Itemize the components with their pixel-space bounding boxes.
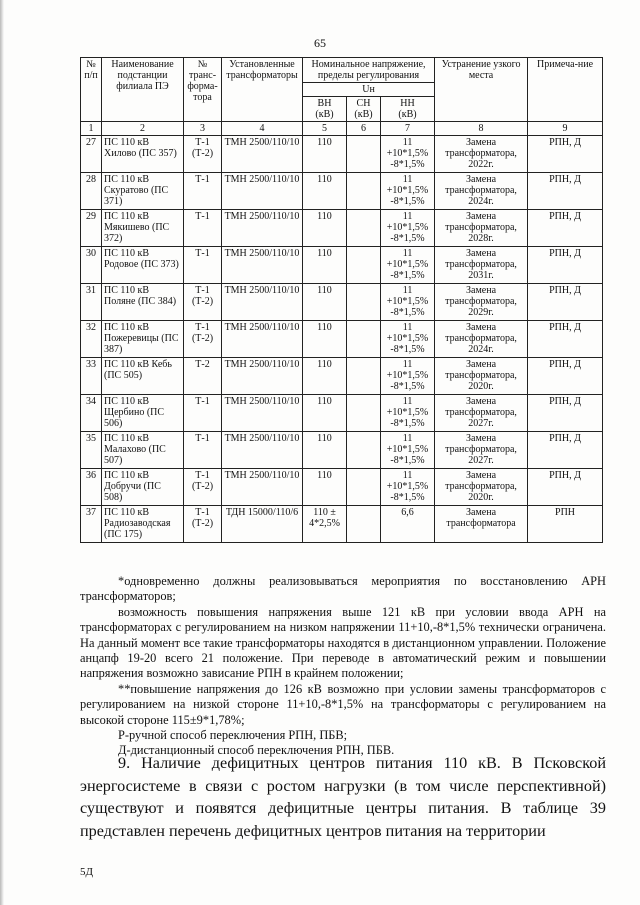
row-number: 29 <box>81 210 102 247</box>
installed-transformer: ТДН 15000/110/6 <box>222 506 303 543</box>
row-note: РПН, Д <box>528 173 603 210</box>
installed-transformer: ТМН 2500/110/10 <box>222 321 303 358</box>
substation-name: ПС 110 кВ Щербино (ПС 506) <box>102 395 184 432</box>
voltage-nn: 11 +10*1,5% -8*1,5% <box>381 136 435 173</box>
table-row <box>81 247 603 284</box>
row-number: 35 <box>81 432 102 469</box>
header-name: Наименование подстанции филиала ПЭ <box>102 58 184 122</box>
voltage-sn <box>347 173 381 210</box>
row-number: 33 <box>81 358 102 395</box>
row-number: 34 <box>81 395 102 432</box>
voltage-vn: 110 <box>303 358 347 395</box>
voltage-vn: 110 <box>303 136 347 173</box>
note-line: возможность повышения напряжения выше 121 кВ при условии ввода АРН на трансформаторах с регулированием на низком напряжении 11+10,-8*1,5% технически ограничена. На данный момент все такие трансформаторы находятся в дистанционном управлении. Положение анцапф 19-20 всего 21 положение. При переводе в автоматический режим и повышении напряжения возможно зависание РПН в крайнем положении; <box>80 604 606 681</box>
installed-transformer: ТМН 2500/110/10 <box>222 395 303 432</box>
substation-name: ПС 110 кВ Радиозаводская (ПС 175) <box>102 506 184 543</box>
header-un: Uн <box>303 83 435 97</box>
installed-transformer: ТМН 2500/110/10 <box>222 432 303 469</box>
row-note: РПН, Д <box>528 395 603 432</box>
note-line: *одновременно должны реализовываться мероприятия по восстановлению АРН трансформаторов; <box>80 574 606 604</box>
transformer-number: Т-1 <box>184 247 222 284</box>
voltage-nn: 11 +10*1,5% -8*1,5% <box>381 247 435 284</box>
transformer-number: Т-1 <box>184 210 222 247</box>
substation-name: ПС 110 кВ Скуратово (ПС 371) <box>102 173 184 210</box>
bottleneck-fix: Замена трансформатора, 2022г. <box>435 136 528 173</box>
installed-transformer: ТМН 2500/110/10 <box>222 284 303 321</box>
row-number: 31 <box>81 284 102 321</box>
note-line: Р-ручной способ переключения РПН, ПБВ; <box>118 728 348 743</box>
voltage-nn: 6,6 <box>381 506 435 543</box>
voltage-vn: 110 <box>303 321 347 358</box>
voltage-sn <box>347 432 381 469</box>
transformer-number: Т-1 (Т-2) <box>184 469 222 506</box>
transformer-number: Т-1 (Т-2) <box>184 321 222 358</box>
row-note: РПН, Д <box>528 469 603 506</box>
table-row <box>81 173 603 210</box>
table-row <box>81 321 603 358</box>
row-number: 36 <box>81 469 102 506</box>
column-number: 1 <box>81 122 102 136</box>
installed-transformer: ТМН 2500/110/10 <box>222 136 303 173</box>
row-note: РПН, Д <box>528 210 603 247</box>
column-number: 5 <box>303 122 347 136</box>
voltage-sn <box>347 284 381 321</box>
table-row <box>81 432 603 469</box>
column-number: 4 <box>222 122 303 136</box>
row-note: РПН, Д <box>528 358 603 395</box>
column-number: 6 <box>347 122 381 136</box>
bottleneck-fix: Замена трансформатора, 2020г. <box>435 469 528 506</box>
voltage-sn <box>347 469 381 506</box>
row-note: РПН, Д <box>528 432 603 469</box>
voltage-nn: 11 +10*1,5% -8*1,5% <box>381 469 435 506</box>
voltage-nn: 11 +10*1,5% -8*1,5% <box>381 358 435 395</box>
header-vn: ВН (кВ) <box>303 97 347 122</box>
installed-transformer: ТМН 2500/110/10 <box>222 173 303 210</box>
table-row <box>81 210 603 247</box>
voltage-nn: 11 +10*1,5% -8*1,5% <box>381 173 435 210</box>
note-line: Д-дистанционный способ переключения РПН, ПБВ. <box>118 743 395 758</box>
body-text <box>80 752 606 842</box>
row-note: РПН <box>528 506 603 543</box>
table-row <box>81 395 603 432</box>
column-number: 8 <box>435 122 528 136</box>
column-number-row <box>81 122 603 136</box>
bottleneck-fix: Замена трансформатора, 2028г. <box>435 210 528 247</box>
column-number: 9 <box>528 122 603 136</box>
header-note: Примеча-ние <box>528 58 603 122</box>
voltage-sn <box>347 247 381 284</box>
footer-mark: 5Д <box>80 866 94 878</box>
transformer-number: Т-1 (Т-2) <box>184 284 222 321</box>
substation-name: ПС 110 кВ Мякишево (ПС 372) <box>102 210 184 247</box>
voltage-vn: 110 <box>303 210 347 247</box>
installed-transformer: ТМН 2500/110/10 <box>222 469 303 506</box>
installed-transformer: ТМН 2500/110/10 <box>222 247 303 284</box>
table-notes <box>80 574 606 759</box>
voltage-nn: 11 +10*1,5% -8*1,5% <box>381 395 435 432</box>
header-sn: СН (кВ) <box>347 97 381 122</box>
note-line: **повышение напряжения до 126 кВ возможно при условии замены трансформаторов с регулированием на низкой стороне 11+10,-8*1,5% на трансформаторы с регулированием на высокой стороне 115±9*1,78%; <box>80 681 606 727</box>
bottleneck-fix: Замена трансформатора, 2020г. <box>435 358 528 395</box>
transformer-number: Т-1 (Т-2) <box>184 136 222 173</box>
voltage-sn <box>347 210 381 247</box>
voltage-sn <box>347 136 381 173</box>
header-bottleneck: Устранение узкого места <box>435 58 528 122</box>
voltage-vn: 110 <box>303 432 347 469</box>
voltage-nn: 11 +10*1,5% -8*1,5% <box>381 321 435 358</box>
bottleneck-fix: Замена трансформатора, 2029г. <box>435 284 528 321</box>
transformer-number: Т-1 (Т-2) <box>184 506 222 543</box>
page-number: 65 <box>314 36 326 50</box>
substation-name: ПС 110 кВ Родовое (ПС 373) <box>102 247 184 284</box>
transformer-number: Т-1 <box>184 173 222 210</box>
table-row <box>81 358 603 395</box>
voltage-vn: 110 <box>303 395 347 432</box>
transformer-number: Т-2 <box>184 358 222 395</box>
row-number: 37 <box>81 506 102 543</box>
substation-name: ПС 110 кВ Хилово (ПС 357) <box>102 136 184 173</box>
bottleneck-fix: Замена трансформатора <box>435 506 528 543</box>
bottleneck-fix: Замена трансформатора, 2027г. <box>435 432 528 469</box>
bottleneck-fix: Замена трансформатора, 2031г. <box>435 247 528 284</box>
table-row <box>81 136 603 173</box>
installed-transformer: ТМН 2500/110/10 <box>222 358 303 395</box>
row-note: РПН, Д <box>528 321 603 358</box>
voltage-vn: 110 <box>303 247 347 284</box>
bottleneck-fix: Замена трансформатора, 2027г. <box>435 395 528 432</box>
bottleneck-fix: Замена трансформатора, 2024г. <box>435 173 528 210</box>
header-voltage-group: Номинальное напряжение, пределы регулирования <box>303 58 435 83</box>
row-note: РПН, Д <box>528 136 603 173</box>
row-number: 28 <box>81 173 102 210</box>
header-transformer: № транс-форма-тора <box>184 58 222 122</box>
voltage-vn: 110 <box>303 469 347 506</box>
table-row <box>81 506 603 543</box>
substation-table <box>80 57 603 543</box>
voltage-nn: 11 +10*1,5% -8*1,5% <box>381 210 435 247</box>
transformer-number: Т-1 <box>184 432 222 469</box>
table-header-row <box>81 58 603 83</box>
table-row <box>81 469 603 506</box>
voltage-sn <box>347 506 381 543</box>
column-number: 3 <box>184 122 222 136</box>
row-note: РПН, Д <box>528 284 603 321</box>
section-paragraph: 9. Наличие дефицитных центров питания 110 кВ. В Псковской энергосистеме в связи с ростом нагрузки (в том числе перспективной) существуют и появятся дефицитные центры питания. В таблице 39 представлен перечень дефицитных центров питания на территории <box>80 754 606 840</box>
voltage-vn: 110 ± 4*2,5% <box>303 506 347 543</box>
voltage-nn: 11 +10*1,5% -8*1,5% <box>381 432 435 469</box>
table-row <box>81 284 603 321</box>
row-number: 27 <box>81 136 102 173</box>
header-nn: НН (кВ) <box>381 97 435 122</box>
header-num: № п/п <box>81 58 102 122</box>
substation-name: ПС 110 кВ Добручи (ПС 508) <box>102 469 184 506</box>
voltage-vn: 110 <box>303 284 347 321</box>
voltage-sn <box>347 358 381 395</box>
scan-edge-shadow <box>0 0 4 905</box>
substation-name: ПС 110 кВ Пожеревицы (ПС 387) <box>102 321 184 358</box>
substation-name: ПС 110 кВ Кебь (ПС 505) <box>102 358 184 395</box>
voltage-sn <box>347 395 381 432</box>
column-number: 2 <box>102 122 184 136</box>
table-body <box>81 136 603 543</box>
voltage-vn: 110 <box>303 173 347 210</box>
row-number: 32 <box>81 321 102 358</box>
row-note: РПН, Д <box>528 247 603 284</box>
bottleneck-fix: Замена трансформатора, 2024г. <box>435 321 528 358</box>
column-number: 7 <box>381 122 435 136</box>
installed-transformer: ТМН 2500/110/10 <box>222 210 303 247</box>
voltage-nn: 11 +10*1,5% -8*1,5% <box>381 284 435 321</box>
transformer-number: Т-1 <box>184 395 222 432</box>
substation-name: ПС 110 кВ Малахово (ПС 507) <box>102 432 184 469</box>
row-number: 30 <box>81 247 102 284</box>
substation-name: ПС 110 кВ Поляне (ПС 384) <box>102 284 184 321</box>
voltage-sn <box>347 321 381 358</box>
header-installed: Установленные трансформаторы <box>222 58 303 122</box>
